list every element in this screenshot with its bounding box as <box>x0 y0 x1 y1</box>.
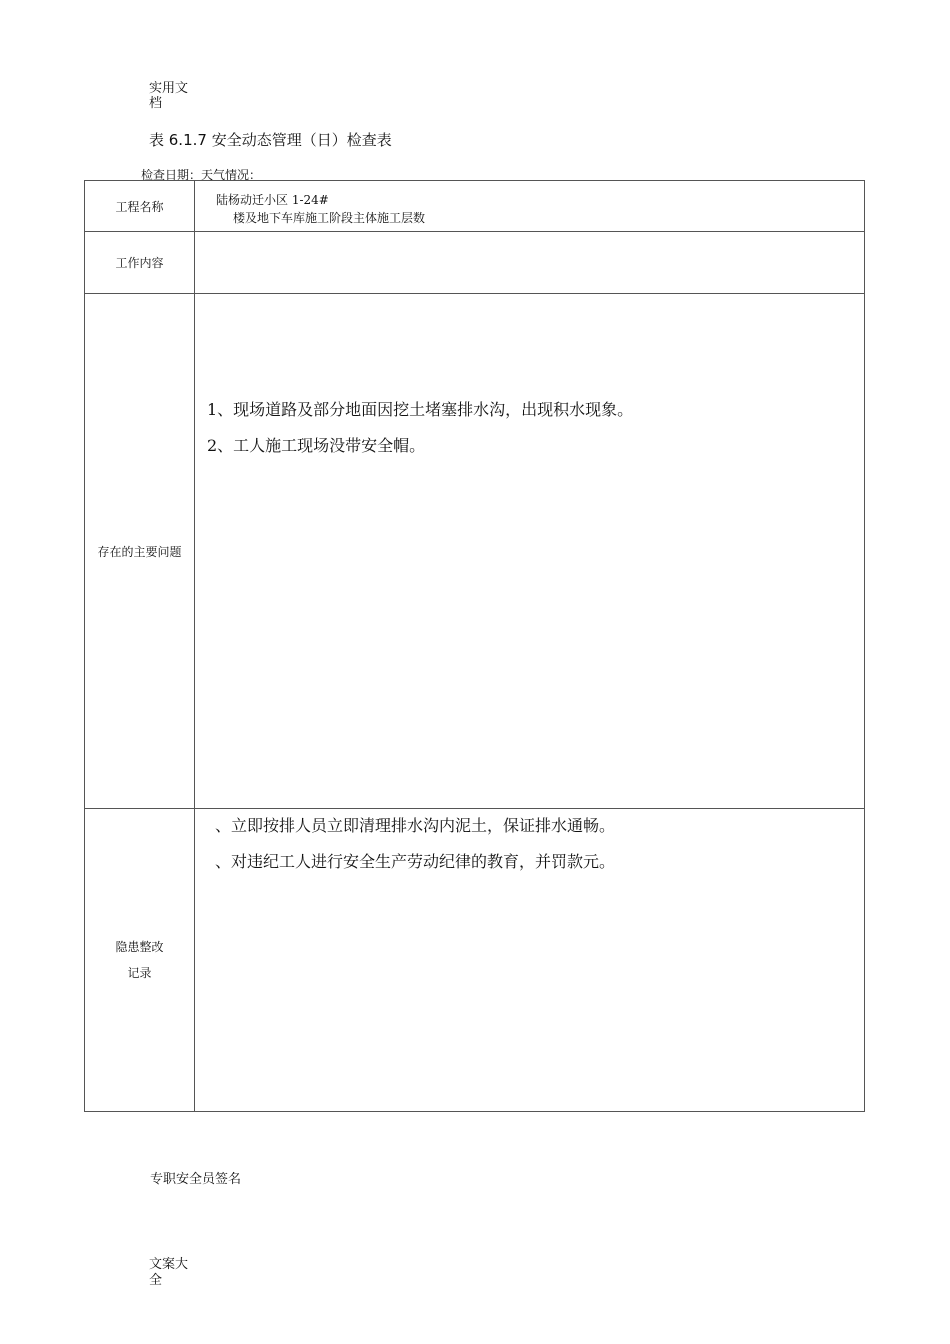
project-name-label: 工程名称 <box>85 181 195 232</box>
project-name-line-1: 陆杨动迁小区 1-24# <box>216 193 329 207</box>
rectification-item: 、对违纪工人进行安全生产劳动纪律的教育，并罚款元。 <box>215 852 616 871</box>
doc-header-line-2: 档 <box>149 96 163 111</box>
issue-item: 1、现场道路及部分地面因挖土堵塞排水沟，出现积水现象。 <box>207 400 634 419</box>
rectification-item: 、立即按排人员立即清理排水沟内泥土，保证排水通畅。 <box>215 816 616 835</box>
work-content-label: 工作内容 <box>85 232 195 294</box>
doc-footer-line-2: 全 <box>149 1273 163 1288</box>
table-row-issues <box>85 294 865 809</box>
rectification-cell <box>195 809 865 1112</box>
project-name-cell <box>195 181 865 232</box>
doc-footer-line-1: 文案大 <box>149 1257 189 1272</box>
rectification-label-line-1: 隐患整改 <box>115 940 164 954</box>
table-row-work-content <box>85 232 865 294</box>
safety-officer-signature-label: 专职安全员签名 <box>150 1172 242 1187</box>
table-row-project <box>85 181 865 232</box>
date-weather-line: 检查日期：天气情况： <box>141 168 262 182</box>
page-title: 表 6.1.7 安全动态管理（日）检查表 <box>149 131 392 149</box>
rectification-label-line-2: 记录 <box>127 966 152 980</box>
project-name-line-2: 楼及地下车库施工阶段主体施工层数 <box>233 211 426 225</box>
inspection-table <box>84 180 865 1112</box>
issues-label: 存在的主要问题 <box>85 294 195 809</box>
work-content-cell <box>195 232 865 294</box>
issue-item: 2、工人施工现场没带安全帽。 <box>207 436 426 455</box>
issues-cell <box>195 294 865 809</box>
table-row-rectification <box>85 809 865 1112</box>
doc-header-line-1: 实用文 <box>149 81 189 96</box>
rectification-label <box>85 809 195 1112</box>
